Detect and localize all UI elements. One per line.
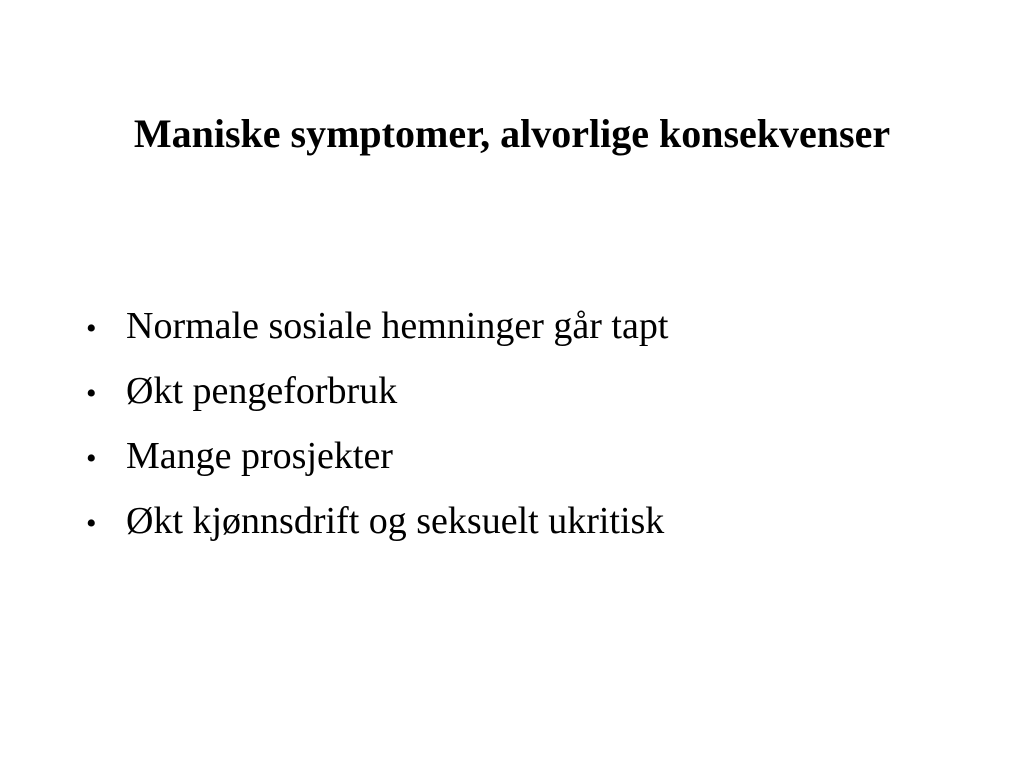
list-item xyxy=(86,432,668,497)
list-item xyxy=(86,497,668,562)
list-item xyxy=(86,367,668,432)
bullet-text: Økt kjønnsdrift og seksuelt ukritisk xyxy=(126,500,665,542)
bullet-marker: • xyxy=(86,312,97,345)
bullet-marker: • xyxy=(86,442,97,475)
bullet-marker: • xyxy=(86,507,97,540)
bullet-text: Mange prosjekter xyxy=(126,435,393,477)
bullet-text: Normale sosiale hemninger går tapt xyxy=(126,305,669,347)
slide-title: Maniske symptomer, alvorlige konsekvenser xyxy=(133,111,891,156)
bullet-marker: • xyxy=(86,377,97,410)
list-item xyxy=(86,302,668,367)
bullet-text: Økt pengeforbruk xyxy=(126,370,398,412)
bullet-list xyxy=(86,302,668,562)
